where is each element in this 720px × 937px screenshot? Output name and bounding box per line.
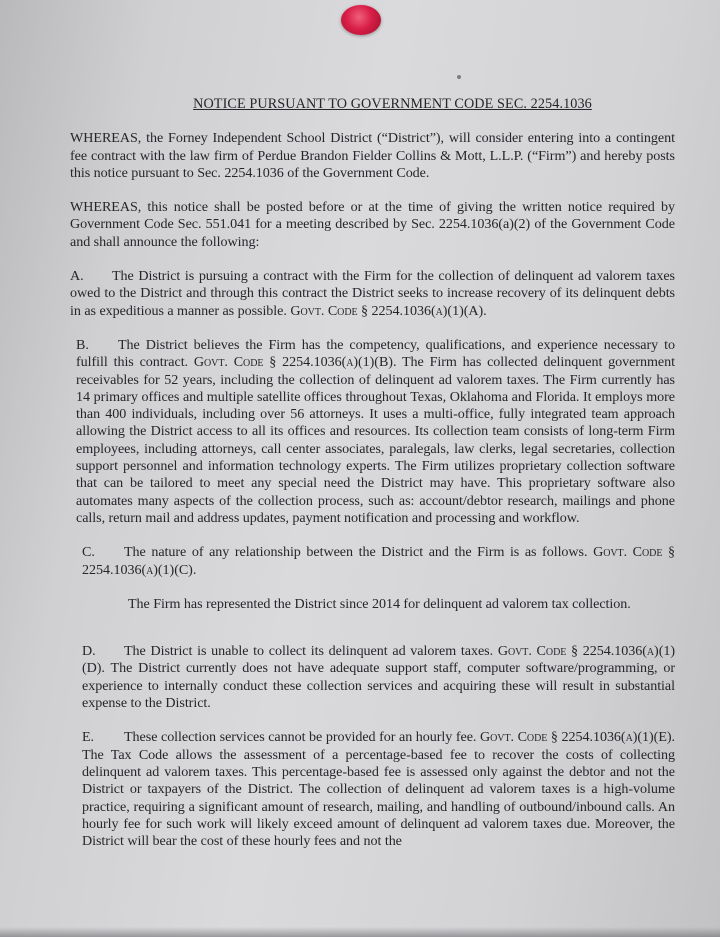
paragraph-b-text-2: The Firm has collected delinquent government receivables for 52 years, including the collection of delinquent ad valorem taxes. The Firm currently has 14 primary offices and multiple satellite offices throughout Texas, Oklahoma and Florida. It employs more than 400 individuals, including over 56 attorneys. It uses a multi-office, fully integrated team approach allowing the District access to all its offices and resources. Its collection team consists of long-term Firm employees, including attorneys, call center associates, paralegals, law clerks, legal secretaries, collection support personnel and information technology experts. The Firm utilizes proprietary collection software that can be tailored to meet any special need the District may have. This proprietary software also automates many aspects of the collection process, such as: account/debtor research, mailings and phone calls, return mail and address updates, payment notification and processing and workflow. <box>76 354 675 526</box>
paragraph-e-citation: Govt. Code § 2254.1036(a)(1)(E). <box>479 729 675 746</box>
paragraph-d-text-2: The District currently does not have adequate support staff, computer software/programming, or experience to internally conduct these collection services and acquiring these will result in substantial expense to the District. <box>82 660 675 712</box>
paragraph-a <box>70 268 675 320</box>
paragraph-a-citation: Govt. Code § 2254.1036(a)(1)(A). <box>290 302 487 319</box>
paragraph-a-letter: A. <box>70 268 84 285</box>
paragraph-b-citation: Govt. Code § 2254.1036(a)(1)(B). <box>193 354 397 371</box>
red-push-pin <box>341 5 381 35</box>
paragraph-c-statement: The Firm has represented the District since 2014 for delinquent ad valorem tax collection. <box>128 595 631 612</box>
paragraph-c-letter: C. <box>82 544 95 561</box>
paragraph-b-text-1: The District believes the Firm has the competency, qualifications, and experience necessary to fulfill this contract. <box>76 336 675 371</box>
paragraph-e <box>70 729 675 850</box>
whereas-paragraph-1: WHEREAS, the Forney Independent School District (“District”), will consider entering into a contingent fee contract with the law firm of Perdue Brandon Fielder Collins & Mott, L.L.P. (“Firm”) and hereby posts this notice pursuant to Sec. 2254.1036 of the Government Code. <box>70 130 675 181</box>
paragraph-d <box>70 643 675 712</box>
paragraph-b-letter: B. <box>76 336 89 353</box>
notice-title: NOTICE PURSUANT TO GOVERNMENT CODE SEC. 2254.1036 <box>193 96 592 112</box>
paragraph-d-letter: D. <box>82 643 96 660</box>
paragraph-b <box>70 337 675 527</box>
paragraph-e-text-1: These collection services cannot be provided for an hourly fee. <box>124 729 477 746</box>
paragraph-e-text-2: The Tax Code allows the assessment of a percentage-based fee to recover the costs of collecting delinquent ad valorem taxes. This percentage-based fee is assessed only against the debtor and not the District or taxpayers of the District. The collection of delinquent ad valorem taxes is a high-volume practice, requiring a significant amount of research, mailing, and handling of outbound/inbound calls. An hourly fee for such work will likely exceed amount of delinquent ad valorem taxes due. Moreover, the District will bear the cost of these hourly fees and not the <box>82 746 675 850</box>
paragraph-c-text: The nature of any relationship between the District and the Firm is as follows. <box>124 544 588 561</box>
paragraph-a-text: The District is pursuing a contract with the Firm for the collection of delinquent ad valorem taxes owed to the District and through this contract the District seeks to increase recovery of its delinquent debts in as expeditious a manner as possible. <box>70 268 675 319</box>
paragraph-e-letter: E. <box>82 729 95 746</box>
pin-hole <box>457 75 461 79</box>
notice-document <box>70 96 675 867</box>
paragraph-c <box>70 544 675 579</box>
bottom-edge-shadow <box>0 927 720 937</box>
paragraph-d-citation: Govt. Code § 2254.1036(a)(1)(D). <box>82 643 675 677</box>
paragraph-c-citation: Govt. Code § 2254.1036(a)(1)(C). <box>82 544 675 578</box>
paragraph-d-text-1: The District is unable to collect its delinquent ad valorem taxes. <box>124 643 494 660</box>
whereas-paragraph-2: WHEREAS, this notice shall be posted before or at the time of giving the written notice required by Government Code Sec. 551.041 for a meeting described by Sec. 2254.1036(a)(2) of the Government Code and shall announce the following: <box>70 199 675 250</box>
